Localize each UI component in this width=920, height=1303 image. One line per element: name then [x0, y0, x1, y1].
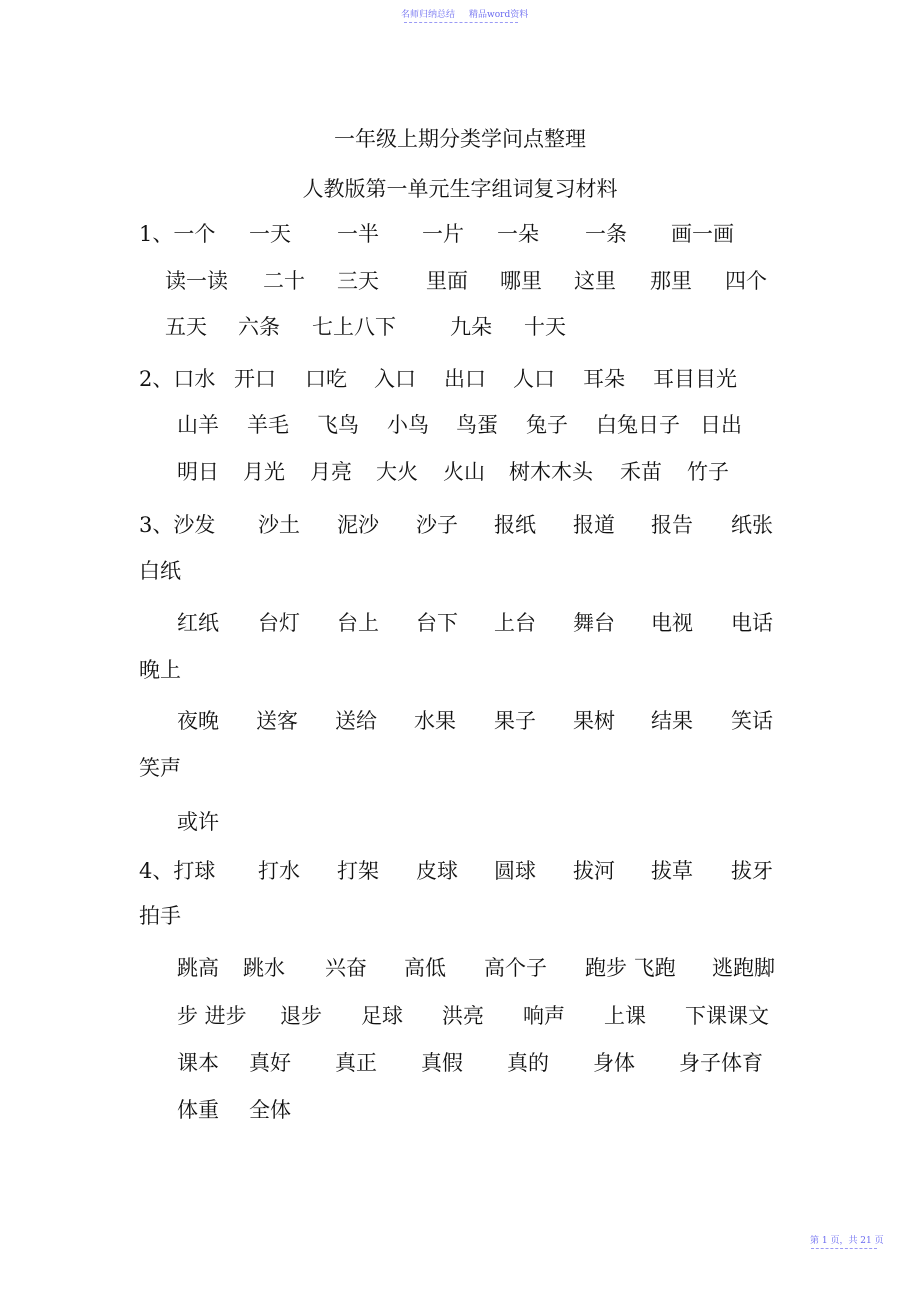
vocab-word: 电话 [731, 611, 773, 635]
vocab-word: 三天 [337, 269, 379, 293]
vocab-word: 送给 [335, 709, 377, 733]
vocab-word: 竹子 [687, 460, 729, 484]
vocab-word: 四个 [725, 269, 767, 293]
vocab-word: 禾苗 [620, 460, 662, 484]
vocab-word: 真的 [507, 1051, 549, 1075]
header-right: 精品word资料 [469, 10, 529, 20]
vocab-word: 1、一个 [139, 222, 216, 246]
vocab-word: 二十 [263, 269, 305, 293]
vocab-word: 一天 [249, 222, 291, 246]
vocab-word: 响声 [523, 1004, 565, 1028]
vocab-word: 兔子 [526, 413, 568, 437]
vocab-word: 跑步 飞跑 [585, 956, 676, 980]
vocab-word: 一条 [585, 222, 627, 246]
vocab-word: 4、打球 [139, 859, 216, 883]
vocab-word: 纸张 [731, 513, 773, 537]
vocab-word: 打架 [337, 859, 379, 883]
vocab-word: 白兔日子 [596, 413, 680, 437]
vocab-word: 月亮 [310, 460, 352, 484]
document-title: 一年级上期分类学问点整理 [334, 127, 586, 151]
vocab-word: 体重 [177, 1098, 219, 1122]
vocab-word: 高低 [404, 956, 446, 980]
vocab-word: 上课 [604, 1004, 646, 1028]
vocab-word: 读一读 [165, 269, 228, 293]
vocab-word: 人口 [513, 367, 555, 391]
vocab-word: 那里 [650, 269, 692, 293]
vocab-word: 九朵 [450, 315, 492, 339]
vocab-word: 泥沙 [337, 513, 379, 537]
header-left: 名师归纳总结 [401, 10, 456, 20]
vocab-word: 电视 [651, 611, 693, 635]
vocab-word: 口吃 [305, 367, 347, 391]
vocab-word: 火山 [443, 460, 485, 484]
vocab-word: 逃跑脚 [712, 956, 775, 980]
vocab-word: 耳目目光 [653, 367, 737, 391]
vocab-word: 退步 [280, 1004, 322, 1028]
vocab-word: 夜晚 [177, 709, 219, 733]
vocab-word: 跳水 [243, 956, 285, 980]
vocab-word: 哪里 [500, 269, 542, 293]
vocab-word: 下课课文 [685, 1004, 769, 1028]
vocab-word: 五天 [165, 315, 207, 339]
vocab-word: 笑声 [139, 756, 181, 780]
vocab-word: 入口 [374, 367, 416, 391]
vocab-word: 高个子 [484, 956, 547, 980]
vocab-word: 步 进步 [177, 1004, 247, 1028]
vocab-word: 鸟蛋 [456, 413, 498, 437]
vocab-word: 舞台 [573, 611, 615, 635]
vocab-word: 真好 [249, 1051, 291, 1075]
vocab-word: 身子体育 [679, 1051, 763, 1075]
vocab-word: 里面 [426, 269, 468, 293]
document-subtitle: 人教版第一单元生字组词复习材料 [302, 177, 618, 201]
vocab-word: 七上八下 [312, 315, 396, 339]
vocab-word: 沙土 [258, 513, 300, 537]
vocab-word: 课本 [177, 1051, 219, 1075]
vocab-word: 拔牙 [731, 859, 773, 883]
vocab-word: 羊毛 [247, 413, 289, 437]
vocab-word: 笑话 [731, 709, 773, 733]
vocab-word: 全体 [249, 1098, 291, 1122]
vocab-word: 台上 [337, 611, 379, 635]
vocab-word: 结果 [651, 709, 693, 733]
vocab-word: 身体 [593, 1051, 635, 1075]
vocab-word: 兴奋 [325, 956, 367, 980]
vocab-word: 皮球 [416, 859, 458, 883]
vocab-word: 送客 [256, 709, 298, 733]
vocab-word: 足球 [361, 1004, 403, 1028]
vocab-word: 山羊 [177, 413, 219, 437]
vocab-word: 3、沙发 [139, 513, 216, 537]
vocab-word: 开口 [234, 367, 276, 391]
vocab-word: 或许 [177, 810, 219, 834]
vocab-word: 这里 [574, 269, 616, 293]
vocab-word: 白纸 [139, 559, 181, 583]
vocab-word: 十天 [524, 315, 566, 339]
vocab-word: 水果 [414, 709, 456, 733]
page-header [401, 7, 528, 20]
vocab-word: 飞鸟 [317, 413, 359, 437]
vocab-word: 出口 [444, 367, 486, 391]
vocab-word: 跳高 [177, 956, 219, 980]
vocab-word: 小鸟 [387, 413, 429, 437]
vocab-word: 洪亮 [442, 1004, 484, 1028]
vocab-word: 大火 [376, 460, 418, 484]
vocab-word: 台灯 [258, 611, 300, 635]
vocab-word: 晚上 [139, 658, 181, 682]
vocab-word: 六条 [238, 315, 280, 339]
vocab-word: 真假 [421, 1051, 463, 1075]
vocab-word: 一半 [337, 222, 379, 246]
vocab-word: 日出 [700, 413, 742, 437]
vocab-word: 树木木头 [509, 460, 593, 484]
vocab-word: 红纸 [177, 611, 219, 635]
page-footer: 第 1 页，共 21 页 [810, 1236, 884, 1246]
vocab-word: 拍手 [139, 904, 181, 928]
vocab-word: 圆球 [494, 859, 536, 883]
vocab-word: 打水 [258, 859, 300, 883]
vocab-word: 沙子 [416, 513, 458, 537]
header-divider [404, 22, 518, 23]
vocab-word: 拔草 [651, 859, 693, 883]
vocab-word: 真正 [335, 1051, 377, 1075]
vocab-word: 一朵 [497, 222, 539, 246]
vocab-word: 月光 [243, 460, 285, 484]
vocab-word: 果树 [573, 709, 615, 733]
vocab-word: 上台 [494, 611, 536, 635]
vocab-word: 报道 [573, 513, 615, 537]
vocab-word: 画一画 [671, 222, 734, 246]
vocab-word: 果子 [494, 709, 536, 733]
footer-divider [811, 1248, 877, 1249]
vocab-word: 耳朵 [583, 367, 625, 391]
vocab-word: 2、口水 [139, 367, 216, 391]
vocab-word: 拔河 [573, 859, 615, 883]
vocab-word: 一片 [422, 222, 464, 246]
vocab-word: 明日 [177, 460, 219, 484]
vocab-word: 台下 [416, 611, 458, 635]
vocab-word: 报告 [651, 513, 693, 537]
vocab-word: 报纸 [494, 513, 536, 537]
